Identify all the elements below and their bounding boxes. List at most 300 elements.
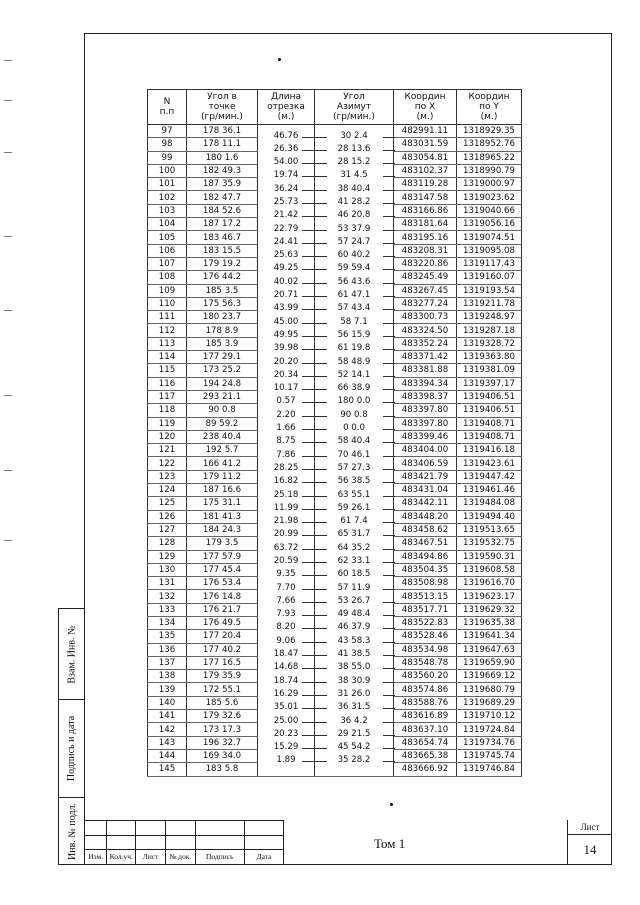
segment-azimuth-cell xyxy=(315,444,394,460)
segment-azimuth-cell xyxy=(315,470,394,487)
segment-length: 20.99 xyxy=(273,529,299,540)
segment-length-cell xyxy=(258,577,315,593)
segment-length: 15.29 xyxy=(273,742,299,753)
segment-length: 20.34 xyxy=(273,369,299,380)
point-number: 135 xyxy=(148,630,187,643)
segment-azimuth: 60 18.5 xyxy=(337,569,371,580)
segment-length: 20.20 xyxy=(273,356,299,367)
segment-azimuth: 57 24.7 xyxy=(337,236,371,247)
coord-x: 483371.42 xyxy=(394,351,457,364)
segment-length: 26.36 xyxy=(273,143,299,154)
sheet-number: 14 xyxy=(583,842,597,857)
segment-length: 0.57 xyxy=(276,396,296,407)
segment-azimuth-cell xyxy=(315,364,394,380)
segment-azimuth: 70 46.1 xyxy=(337,449,371,460)
coord-y: 1319647.63 xyxy=(457,643,522,656)
point-angle: 179 32.6 xyxy=(187,710,258,723)
point-angle: 192 5.7 xyxy=(187,444,258,457)
segment-azimuth: 57 43.4 xyxy=(337,303,371,314)
coord-x: 483494.86 xyxy=(394,550,457,563)
segment-azimuth-cell xyxy=(315,643,394,660)
coord-y: 1319724.84 xyxy=(457,723,522,736)
segment-azimuth: 38 30.9 xyxy=(337,675,371,686)
side-podpis-data: Подпись и дата xyxy=(66,715,78,781)
point-angle: 183 5.8 xyxy=(187,763,258,776)
table-row xyxy=(148,125,522,138)
segment-azimuth: 28 13.6 xyxy=(337,143,371,154)
segment-azimuth-cell xyxy=(315,736,394,753)
segment-azimuth-cell xyxy=(315,324,394,340)
segment-length-cell xyxy=(258,470,315,487)
coord-y: 1319397.17 xyxy=(457,377,522,390)
point-angle: 176 53.4 xyxy=(187,577,258,590)
coord-x: 483517.71 xyxy=(394,603,457,616)
point-angle: 183 46.7 xyxy=(187,231,258,244)
point-number: 97 xyxy=(148,125,187,138)
table-row xyxy=(148,377,522,390)
point-number: 144 xyxy=(148,749,187,762)
point-number: 131 xyxy=(148,577,187,590)
table-row xyxy=(148,284,522,297)
segment-length-cell xyxy=(258,510,315,527)
point-angle: 238 40.4 xyxy=(187,430,258,443)
table-row xyxy=(148,390,522,403)
table-row xyxy=(148,204,522,217)
table-row xyxy=(148,510,522,523)
margin-tick xyxy=(4,100,12,101)
coord-y: 1319363.80 xyxy=(457,351,522,364)
point-angle: 178 8.9 xyxy=(187,324,258,337)
coord-x: 483147.58 xyxy=(394,191,457,204)
segment-azimuth: 58 48.9 xyxy=(337,356,371,367)
coord-x: 483534.98 xyxy=(394,643,457,656)
segment-length-cell xyxy=(258,696,315,713)
segment-length: 16.29 xyxy=(273,688,299,699)
segment-length-cell xyxy=(258,377,315,394)
segment-length: 25.18 xyxy=(273,489,299,500)
segment-length: 1.89 xyxy=(276,755,296,766)
segment-length-cell xyxy=(258,550,315,566)
coord-x: 483054.81 xyxy=(394,151,457,164)
point-number: 108 xyxy=(148,271,187,284)
coord-y: 1319193.54 xyxy=(457,284,522,297)
point-number: 129 xyxy=(148,550,187,563)
segment-azimuth: 62 33.1 xyxy=(337,556,371,566)
point-number: 106 xyxy=(148,244,187,257)
coord-y: 1319669.12 xyxy=(457,670,522,683)
table-row xyxy=(148,324,522,337)
segment-azimuth-cell xyxy=(315,164,394,181)
col-header-x: Координ по X (м.) xyxy=(394,90,457,125)
segment-azimuth-cell xyxy=(315,683,394,699)
table-row xyxy=(148,643,522,656)
point-angle: 169 34.0 xyxy=(187,749,258,762)
coord-y: 1318990.79 xyxy=(457,164,522,177)
point-number: 113 xyxy=(148,337,187,350)
segment-azimuth: 90 0.8 xyxy=(340,409,368,420)
table-row xyxy=(148,337,522,350)
segment-length: 9.06 xyxy=(276,635,296,646)
segment-length-cell xyxy=(258,457,315,473)
segment-azimuth-cell xyxy=(315,417,394,434)
coord-y: 1319423.61 xyxy=(457,457,522,470)
segment-azimuth: 41 28.2 xyxy=(337,196,371,207)
table-row xyxy=(148,271,522,284)
table-row xyxy=(148,138,522,151)
segment-length: 54.00 xyxy=(273,157,299,168)
segment-azimuth-cell xyxy=(315,297,394,314)
margin-tick xyxy=(4,470,12,471)
segment-azimuth-cell xyxy=(315,563,394,580)
coord-y: 1319689.29 xyxy=(457,696,522,709)
coord-y: 1319117.43 xyxy=(457,257,522,270)
coord-y: 1319160.07 xyxy=(457,271,522,284)
table-row xyxy=(148,311,522,324)
segment-length-cell xyxy=(258,736,315,753)
table-row xyxy=(148,670,522,683)
segment-length: 22.79 xyxy=(273,223,299,234)
point-number: 117 xyxy=(148,390,187,403)
segment-azimuth: 46 37.9 xyxy=(337,622,371,633)
segment-azimuth-cell xyxy=(315,749,394,766)
segment-azimuth-cell xyxy=(315,337,394,354)
coord-y: 1319616.70 xyxy=(457,577,522,590)
table-row xyxy=(148,364,522,377)
point-number: 112 xyxy=(148,324,187,337)
segment-length: 9.35 xyxy=(276,569,296,580)
table-row xyxy=(148,244,522,257)
point-angle: 182 47.7 xyxy=(187,191,258,204)
segment-length-cell xyxy=(258,417,315,434)
point-angle: 179 3.5 xyxy=(187,537,258,550)
segment-azimuth-cell xyxy=(315,178,394,194)
segment-azimuth: 46 20.8 xyxy=(337,210,371,221)
table-row xyxy=(148,723,522,736)
point-angle: 187 16.6 xyxy=(187,484,258,497)
coord-y: 1319381.09 xyxy=(457,364,522,377)
segment-azimuth-cell xyxy=(315,390,394,407)
segment-length: 14.68 xyxy=(273,662,299,673)
segment-azimuth: 59 26.1 xyxy=(337,502,371,513)
stamp-grid xyxy=(84,820,284,865)
point-angle: 176 14.8 xyxy=(187,590,258,603)
segment-azimuth: 41 38.5 xyxy=(337,649,371,660)
segment-azimuth: 61 7.4 xyxy=(340,516,368,527)
coord-x: 483421.79 xyxy=(394,470,457,483)
segment-length-cell xyxy=(258,749,315,766)
point-angle: 196 32.7 xyxy=(187,736,258,749)
segment-length-cell xyxy=(258,204,315,221)
coord-x: 483324.50 xyxy=(394,324,457,337)
segment-azimuth-cell xyxy=(315,577,394,593)
coord-y: 1319513.65 xyxy=(457,523,522,536)
segment-length-cell xyxy=(258,218,315,234)
leader-line xyxy=(383,761,395,762)
coord-x: 483267.45 xyxy=(394,284,457,297)
table-row xyxy=(148,191,522,204)
segment-length: 2.20 xyxy=(276,409,296,420)
segment-length: 10.17 xyxy=(273,383,299,394)
point-angle: 185 3.9 xyxy=(187,337,258,350)
segment-azimuth: 30 2.4 xyxy=(340,131,368,141)
segment-azimuth: 180 0.0 xyxy=(337,396,371,407)
point-angle: 177 45.4 xyxy=(187,563,258,576)
table-row xyxy=(148,231,522,244)
point-number: 138 xyxy=(148,670,187,683)
segment-azimuth: 45 54.2 xyxy=(337,742,371,753)
segment-azimuth: 57 27.3 xyxy=(337,462,371,473)
segment-azimuth-cell xyxy=(315,257,394,274)
point-number: 139 xyxy=(148,683,187,696)
segment-azimuth: 61 47.1 xyxy=(337,290,371,301)
table-row xyxy=(148,484,522,497)
segment-length-cell xyxy=(258,603,315,620)
point-angle: 178 11.1 xyxy=(187,138,258,151)
coord-x: 483181.64 xyxy=(394,218,457,231)
segment-length-cell xyxy=(258,390,315,407)
segment-azimuth: 61 19.8 xyxy=(337,343,371,354)
coord-x: 483431.04 xyxy=(394,484,457,497)
coord-x: 483220.86 xyxy=(394,257,457,270)
segment-azimuth: 56 38.5 xyxy=(337,476,371,487)
point-number: 107 xyxy=(148,257,187,270)
segment-length-cell xyxy=(258,430,315,447)
coord-y: 1319608.58 xyxy=(457,563,522,576)
point-number: 141 xyxy=(148,710,187,723)
document-title: Том 1 xyxy=(374,836,406,851)
table-row xyxy=(148,257,522,270)
margin-tick xyxy=(4,236,12,237)
point-number: 143 xyxy=(148,736,187,749)
segment-length-cell xyxy=(258,590,315,606)
segment-azimuth-cell xyxy=(315,630,394,646)
point-number: 126 xyxy=(148,510,187,523)
table-row xyxy=(148,523,522,536)
segment-length-cell xyxy=(258,563,315,580)
segment-length: 25.63 xyxy=(273,250,299,261)
segment-length-cell xyxy=(258,151,315,168)
coord-y: 1319623.17 xyxy=(457,590,522,603)
table-row xyxy=(148,563,522,576)
coord-x: 483513.15 xyxy=(394,590,457,603)
margin-tick xyxy=(4,310,12,311)
speck xyxy=(278,58,281,61)
coord-y: 1319406.51 xyxy=(457,404,522,417)
point-angle: 182 49.3 xyxy=(187,164,258,177)
segment-length: 25.00 xyxy=(273,715,299,726)
coord-x: 483277.24 xyxy=(394,297,457,310)
coord-x: 483404.00 xyxy=(394,444,457,457)
segment-azimuth-cell xyxy=(315,723,394,739)
sheet-number-box xyxy=(567,820,612,865)
point-number: 105 xyxy=(148,231,187,244)
coord-y: 1319629.32 xyxy=(457,603,522,616)
segment-azimuth: 52 14.1 xyxy=(337,369,371,380)
coord-y: 1319074.51 xyxy=(457,231,522,244)
point-number: 125 xyxy=(148,497,187,510)
coord-x: 483397.80 xyxy=(394,417,457,430)
coord-y: 1319040.66 xyxy=(457,204,522,217)
segment-length: 35.01 xyxy=(273,702,299,713)
segment-length-cell xyxy=(258,444,315,460)
segment-azimuth: 0 0.0 xyxy=(343,423,365,434)
segment-azimuth: 63 55.1 xyxy=(337,489,371,500)
point-angle: 173 17.3 xyxy=(187,723,258,736)
segment-length-cell xyxy=(258,723,315,739)
stamp-n-dok: № док. xyxy=(165,850,195,865)
side-vzam-inv: Взам. Инв. № xyxy=(66,624,78,684)
segment-length-cell xyxy=(258,670,315,686)
point-angle: 187 17.2 xyxy=(187,218,258,231)
table-row xyxy=(148,444,522,457)
coord-y: 1319416.18 xyxy=(457,444,522,457)
coord-y: 1319211.78 xyxy=(457,297,522,310)
segment-azimuth-cell xyxy=(315,510,394,527)
segment-azimuth-cell xyxy=(315,151,394,168)
table-row xyxy=(148,656,522,669)
segment-azimuth-cell xyxy=(315,191,394,207)
segment-length-cell xyxy=(258,537,315,553)
coord-x: 482991.11 xyxy=(394,125,457,138)
segment-length-cell xyxy=(258,710,315,726)
segment-length: 18.47 xyxy=(273,649,299,660)
segment-azimuth: 58 7.1 xyxy=(340,316,368,327)
point-angle: 293 21.1 xyxy=(187,390,258,403)
point-angle: 166 41.2 xyxy=(187,457,258,470)
coord-x: 483637.10 xyxy=(394,723,457,736)
segment-length-cell xyxy=(258,231,315,247)
point-number: 109 xyxy=(148,284,187,297)
segment-azimuth-cell xyxy=(315,311,394,327)
coord-y: 1319447.42 xyxy=(457,470,522,483)
coord-y: 1319023.62 xyxy=(457,191,522,204)
col-header-angle: Угол в точке (гр/мин.) xyxy=(187,90,258,125)
table-row xyxy=(148,630,522,643)
point-angle: 173 25.2 xyxy=(187,364,258,377)
coord-x: 483102.37 xyxy=(394,164,457,177)
point-angle: 180 1.6 xyxy=(187,151,258,164)
stamp-izm: Изм. xyxy=(85,850,107,865)
table-header-row xyxy=(148,90,522,125)
segment-azimuth-cell xyxy=(315,590,394,606)
table-row xyxy=(148,696,522,709)
point-number: 145 xyxy=(148,763,187,776)
coord-y: 1319532.75 xyxy=(457,537,522,550)
col-header-y: Координ по Y (м.) xyxy=(457,90,522,125)
coord-x: 483467.51 xyxy=(394,537,457,550)
segment-azimuth: 56 15.9 xyxy=(337,329,371,340)
coord-y: 1318965.22 xyxy=(457,151,522,164)
segment-azimuth: 56 43.6 xyxy=(337,276,371,287)
point-angle: 176 49.5 xyxy=(187,616,258,629)
segment-length-cell xyxy=(258,191,315,207)
point-angle: 175 56.3 xyxy=(187,297,258,310)
segment-azimuth: 36 4.2 xyxy=(340,715,368,726)
segment-length-cell xyxy=(258,497,315,513)
segment-length-cell xyxy=(258,297,315,314)
table-row xyxy=(148,470,522,483)
segment-length: 63.72 xyxy=(273,542,299,553)
segment-azimuth-cell xyxy=(315,497,394,513)
coord-x: 483504.35 xyxy=(394,563,457,576)
table-row xyxy=(148,577,522,590)
segment-length: 18.74 xyxy=(273,675,299,686)
coordinate-table xyxy=(147,89,522,777)
segment-length-cell xyxy=(258,616,315,633)
point-number: 134 xyxy=(148,616,187,629)
segment-length-cell xyxy=(258,271,315,287)
table-row xyxy=(148,736,522,749)
point-number: 133 xyxy=(148,603,187,616)
point-number: 110 xyxy=(148,297,187,310)
point-angle: 89 59.2 xyxy=(187,417,258,430)
segment-length: 11.99 xyxy=(273,502,299,513)
coord-y: 1319408.71 xyxy=(457,417,522,430)
segment-length: 46.76 xyxy=(273,131,299,141)
coord-x: 483399.46 xyxy=(394,430,457,443)
point-number: 120 xyxy=(148,430,187,443)
coord-y: 1319710.12 xyxy=(457,710,522,723)
sheet-label: Лист xyxy=(568,822,612,835)
segment-azimuth: 28 15.2 xyxy=(337,157,371,168)
table-row xyxy=(148,297,522,310)
segment-length: 7.86 xyxy=(276,449,296,460)
segment-length: 8.75 xyxy=(276,436,296,447)
segment-azimuth-cell xyxy=(315,710,394,726)
segment-azimuth-cell xyxy=(315,204,394,221)
point-number: 104 xyxy=(148,218,187,231)
segment-length-cell xyxy=(258,523,315,540)
segment-length-cell xyxy=(258,244,315,261)
point-number: 111 xyxy=(148,311,187,324)
segment-azimuth-cell xyxy=(315,218,394,234)
coord-x: 483665.38 xyxy=(394,749,457,762)
coord-y: 1318952.76 xyxy=(457,138,522,151)
segment-azimuth-cell xyxy=(315,603,394,620)
point-angle: 180 23.7 xyxy=(187,311,258,324)
coord-y: 1319680.79 xyxy=(457,683,522,696)
coord-x: 483560.20 xyxy=(394,670,457,683)
segment-azimuth-cell xyxy=(315,537,394,553)
table-row xyxy=(148,404,522,417)
point-angle: 181 41.3 xyxy=(187,510,258,523)
point-number: 115 xyxy=(148,364,187,377)
point-angle: 187 35.9 xyxy=(187,178,258,191)
coord-x: 483398.37 xyxy=(394,390,457,403)
segment-azimuth: 35 28.2 xyxy=(337,755,371,766)
segment-length-cell xyxy=(258,656,315,673)
coord-y: 1319746.84 xyxy=(457,763,522,776)
coord-x: 483195.16 xyxy=(394,231,457,244)
segment-length-cell xyxy=(258,311,315,327)
coord-x: 483381.88 xyxy=(394,364,457,377)
segment-azimuth: 49 48.4 xyxy=(337,609,371,620)
point-angle: 179 19.2 xyxy=(187,257,258,270)
coord-x: 483548.78 xyxy=(394,656,457,669)
point-angle: 177 16.5 xyxy=(187,656,258,669)
point-angle: 194 24.8 xyxy=(187,377,258,390)
coord-y: 1319056.16 xyxy=(457,218,522,231)
segment-azimuth: 65 31.7 xyxy=(337,529,371,540)
point-number: 101 xyxy=(148,178,187,191)
coord-y: 1319461.46 xyxy=(457,484,522,497)
segment-length-cell xyxy=(258,257,315,274)
segment-azimuth-cell xyxy=(315,550,394,566)
coord-x: 483208.31 xyxy=(394,244,457,257)
point-number: 123 xyxy=(148,470,187,483)
coord-y: 1319248.97 xyxy=(457,311,522,324)
segment-azimuth: 38 40.4 xyxy=(337,183,371,194)
